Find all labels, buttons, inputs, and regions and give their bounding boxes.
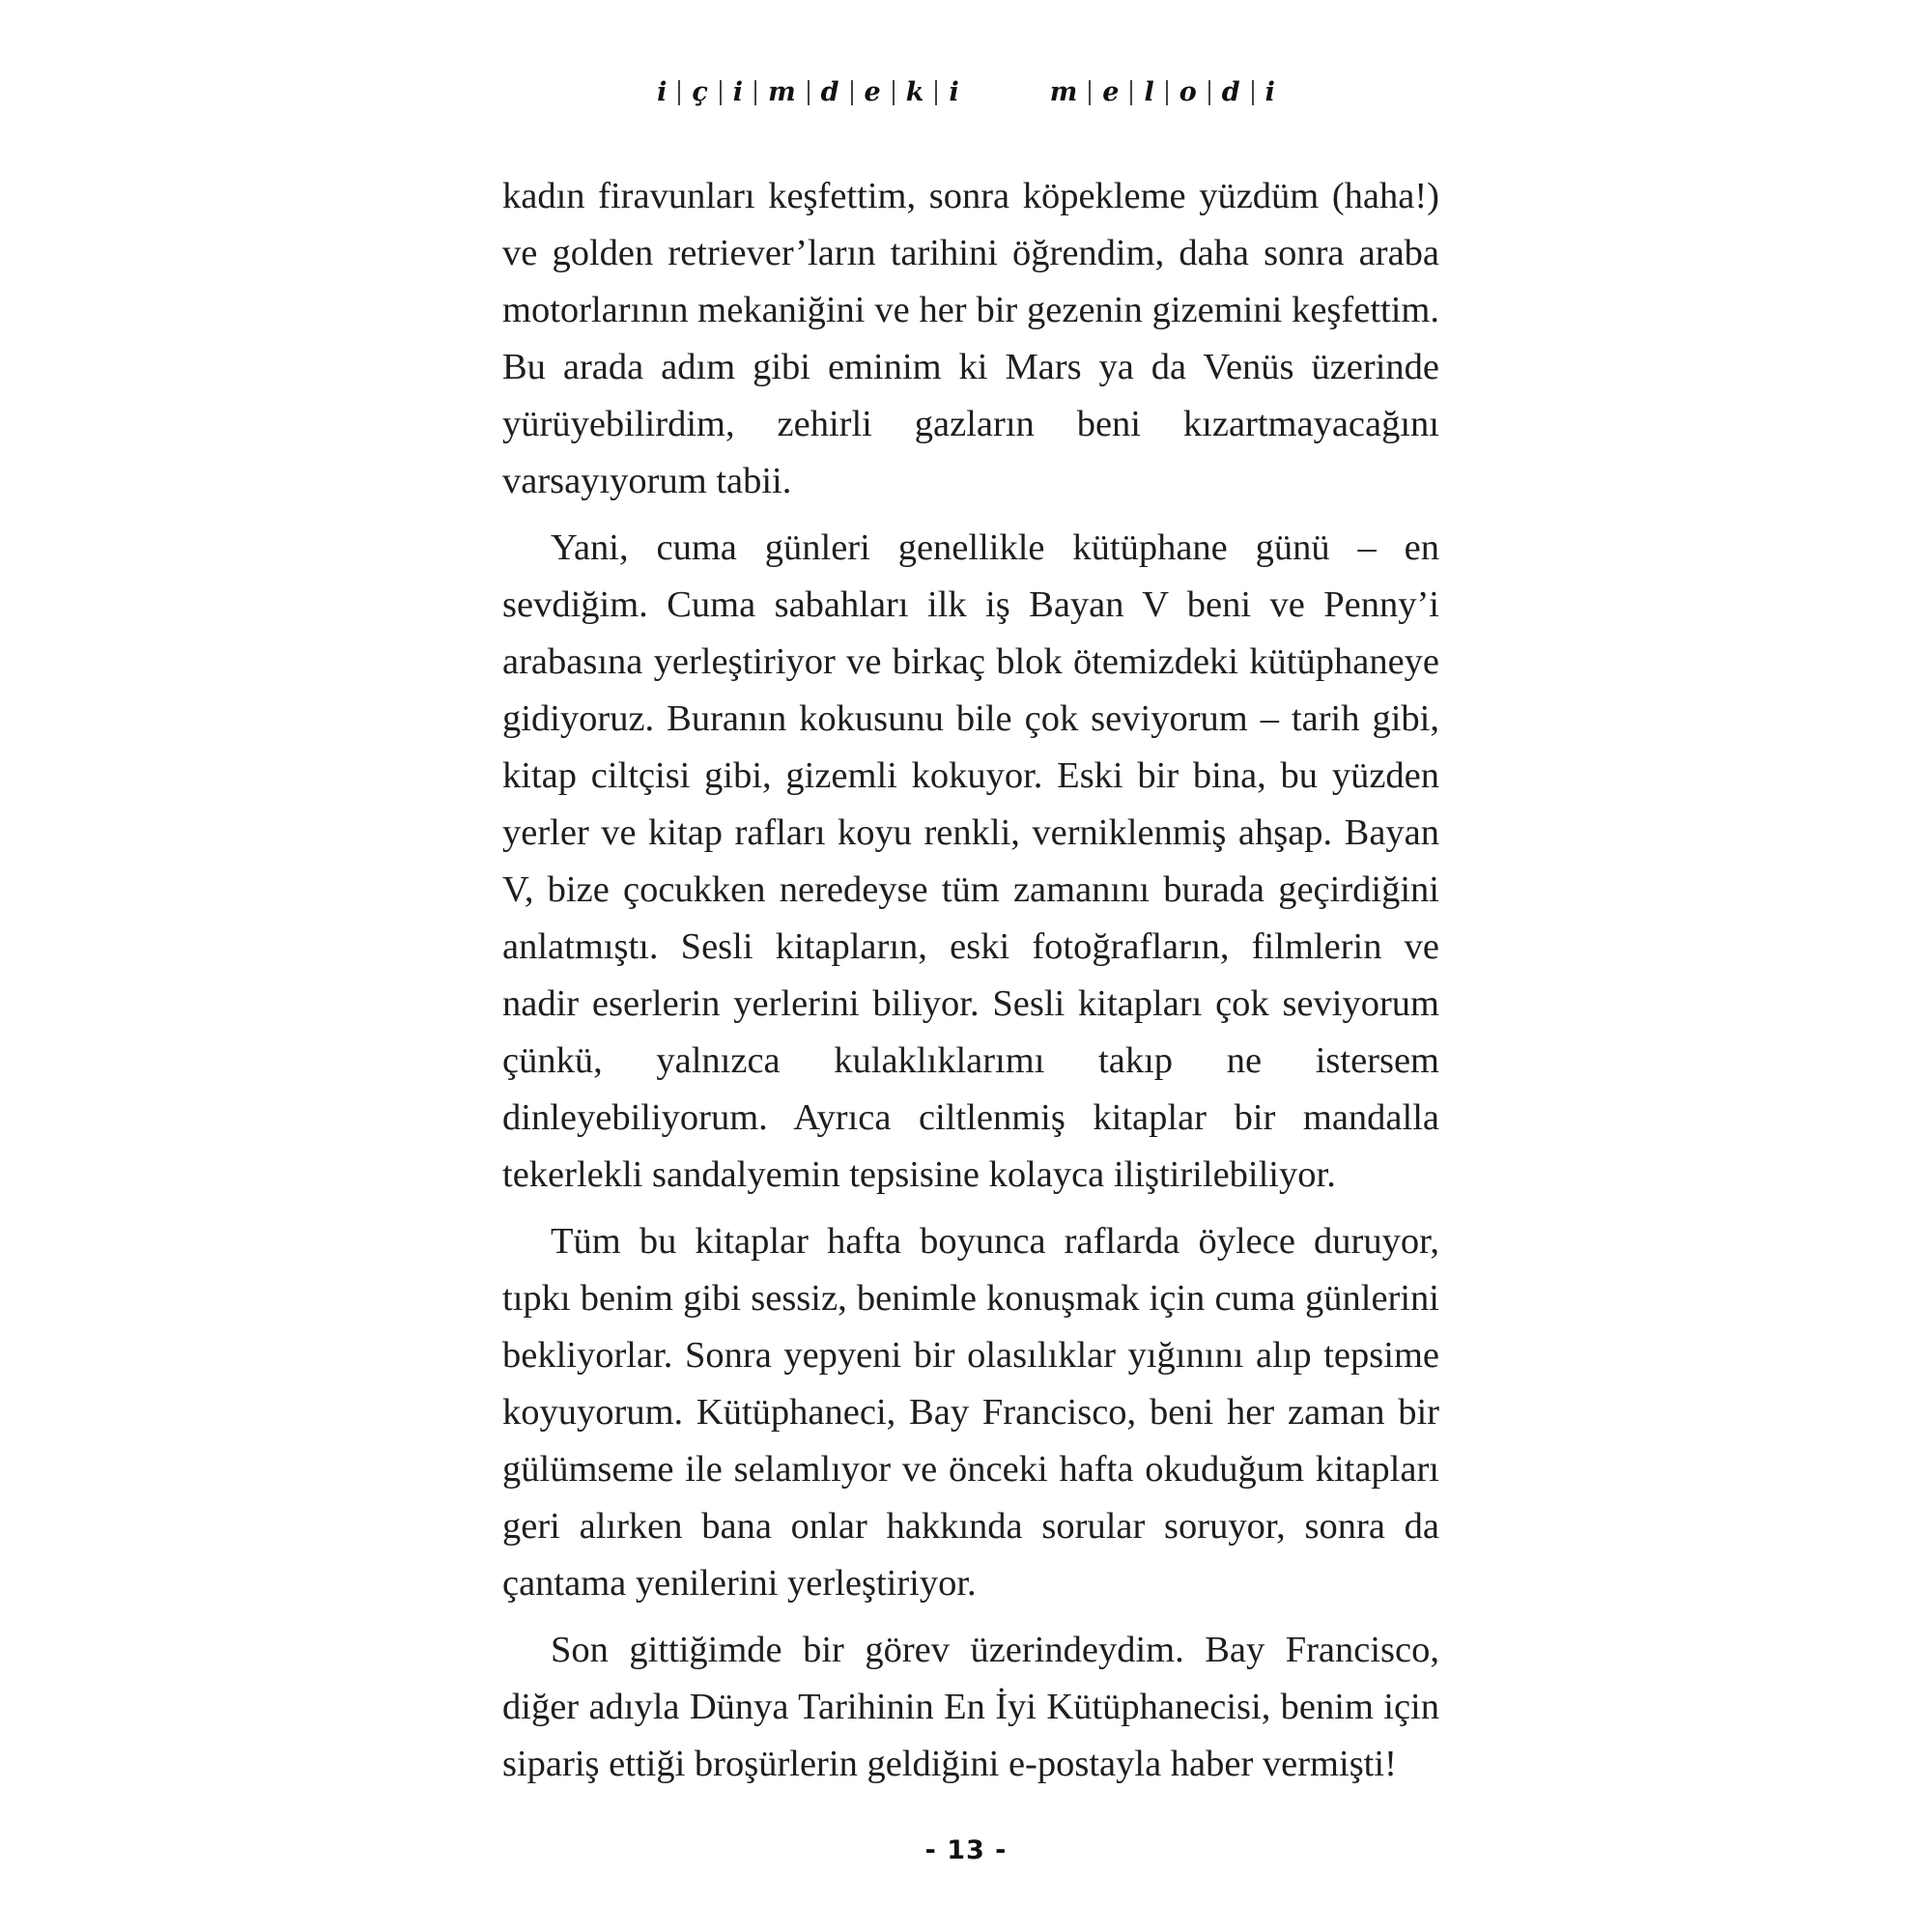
header-letter: o: [1179, 77, 1197, 107]
running-header: [0, 73, 1932, 112]
header-letter: e: [864, 77, 881, 107]
header-letter: l: [1144, 77, 1154, 107]
header-letter: m: [768, 77, 796, 107]
header-word-icimdeki: [645, 78, 971, 107]
paragraph-library-day: Yani, cuma günleri genellikle kütüphane günü – en sevdiğim. Cuma sabahları ilk iş Bayan V beni ve Penny’i arabasına yerleştiriyor ve birkaç blok ötemizdeki kütüphaneye gidiyoruz. Buranın kokusunu bile çok seviyorum – tarih gibi, kitap ciltçisi gibi, gizemli kokuyor. Eski bir bina, bu yüzden yerler ve kitap rafları koyu renkli, verniklenmiş ahşap. Bayan V, bize çocukken neredeyse tüm zamanını burada geçirdiğini anlatmıştı. Sesli kitapların, eski fotoğrafların, filmlerin ve nadir eserlerin yerlerini biliyor. Sesli kitapları çok seviyorum çünkü, yalnızca kulaklıklarımı takıp ne istersem dinleyebiliyorum. Ayrıca ciltlenmiş kitaplar bir mandalla tekerlekli sandalyemin tepsisine kolayca iliştirilebiliyor.: [502, 527, 1439, 1195]
paragraph-books-waiting: Tüm bu kitaplar hafta boyunca raflarda öylece duruyor, tıpkı benim gibi sessiz, benimle konuşmak için cuma günlerini bekliyorlar. Sonra yepyeni bir olasılıklar yığınını alıp tepsime koyuyorum. Kütüphaneci, Bay Francisco, beni her zaman bir gülümseme ile selamlıyor ve önceki hafta okuduğum kitapları geri alırken bana onlar hakkında sorular soruyor, sonra da çantama yenilerini yerleştiriyor.: [502, 1221, 1439, 1604]
header-letter: m: [1049, 77, 1078, 107]
page-number: - 13 -: [924, 1835, 1008, 1865]
header-letter: ç: [692, 77, 708, 107]
body-text: [502, 168, 1439, 1803]
header-letter: k: [905, 77, 924, 107]
header-letter: i: [657, 77, 668, 107]
header-letter: i: [1264, 77, 1275, 107]
paragraph-continued: kadın firavunları keşfettim, sonra köpekleme yüzdüm (haha!) ve golden retriever’ların tarihini öğrendim, daha sonra araba motorlarının mekaniğini ve her bir gezenin gizemini keşfettim. Bu arada adım gibi eminim ki Mars ya da Venüs üzerinde yürüyebilirdim, zehirli gazların beni kızartmayacağını varsayıyorum tabii.: [502, 176, 1439, 501]
paragraph-mission: Son gittiğimde bir görev üzerindeydim. Bay Francisco, diğer adıyla Dünya Tarihinin En İyi Kütüphanecisi, benim için sipariş ettiği broşürlerin geldiğini e-postayla haber vermişti!: [502, 1630, 1439, 1784]
header-letter: i: [732, 77, 744, 107]
header-letter: i: [949, 77, 959, 107]
header-letter: d: [1221, 77, 1240, 107]
header-letter: d: [820, 77, 839, 107]
header-letter: e: [1102, 77, 1120, 107]
header-word-melodi: [1038, 78, 1287, 107]
